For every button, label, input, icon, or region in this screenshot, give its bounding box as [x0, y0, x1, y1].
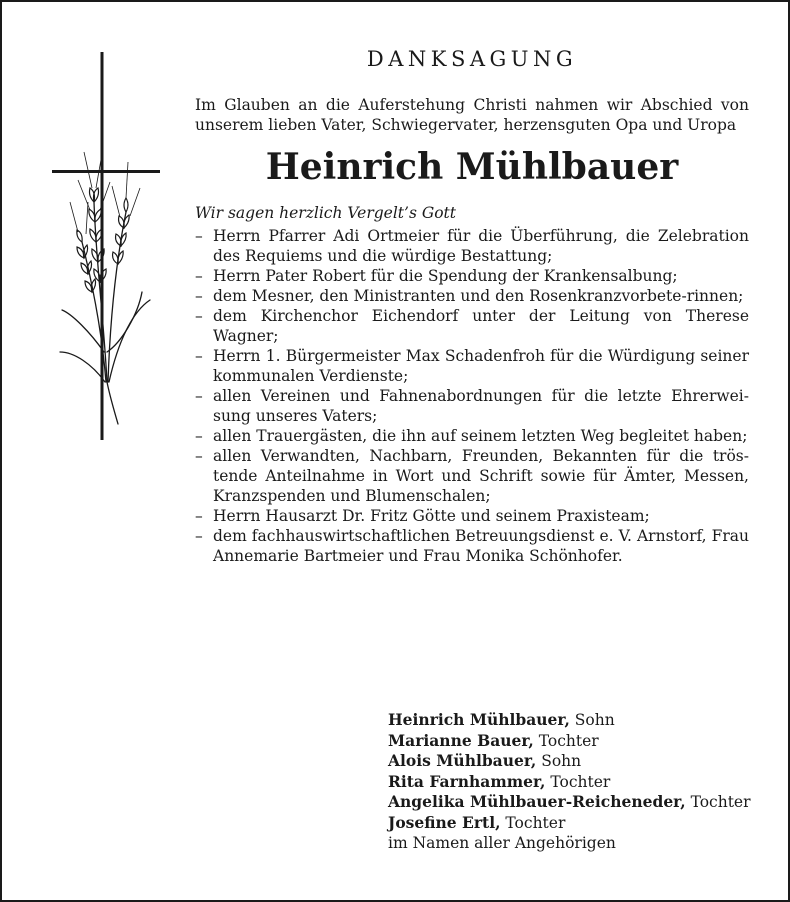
signature-line — [388, 731, 751, 752]
thanks-item: – dem Kirchenchor Eichendorf unter der Leitung von Therese Wagner; — [195, 306, 749, 346]
deceased-name: Heinrich Mühlbauer — [265, 146, 679, 188]
signer-name: Josefine Ertl, — [388, 812, 501, 832]
signature-line — [388, 792, 751, 813]
thanks-item: – Herrn Pater Robert für die Spendung der Krankensalbung; — [195, 266, 749, 286]
notice-content — [195, 46, 749, 566]
thanks-list — [195, 226, 749, 566]
signer-relation: Sohn — [574, 711, 615, 729]
signer-name: Angelika Mühlbauer-Reicheneder, — [388, 792, 686, 811]
signer-relation: Sohn — [541, 752, 582, 770]
signature-line — [388, 813, 751, 834]
intro-text: Im Glauben an die Auferstehung Christi nahmen wir Abschied von unserem lieben Vater, Schwiegervater, herzensguten Opa und Uropa — [195, 96, 749, 134]
signer-name: Rita Farnhammer, — [388, 771, 546, 791]
notice-heading: DANKSAGUNG — [366, 47, 578, 71]
signer-name: Heinrich Mühlbauer, — [388, 710, 570, 729]
thanks-intro: Wir sagen herzlich Vergelt’s Gott — [195, 204, 457, 222]
cross-with-wheat-icon — [52, 52, 172, 442]
signer-name: Alois Mühlbauer, — [388, 751, 537, 770]
thanks-item: – allen Vereinen und Fahnenabordnungen für die letzte Ehrerwei-sung unseres Vaters; — [195, 386, 749, 426]
signer-relation: Tochter — [690, 793, 751, 811]
signer-name: Marianne Bauer, — [388, 730, 534, 750]
signer-relation: Tochter — [538, 731, 599, 750]
thanks-item: – Herrn 1. Bürgermeister Max Schadenfroh für die Würdigung seiner kommunalen Verdienste; — [195, 346, 749, 386]
thanks-item: – allen Verwandten, Nachbarn, Freunden, Bekannten für die trös-tende Anteilnahme in Wort und Schrift sowie für Ämter, Messen, Kranzspenden und Blumenschalen; — [195, 446, 749, 506]
signature-block — [388, 710, 751, 854]
thanks-item: – dem Mesner, den Ministranten und den Rosenkranzvorbete-rinnen; — [195, 286, 749, 306]
signer-relation: Tochter — [505, 813, 566, 832]
thanks-item: – dem fachhauswirtschaftlichen Betreuungsdienst e. V. Arnstorf, Frau Annemarie Bartmeier und Frau Monika Schönhofer. — [195, 526, 749, 566]
signature-line — [388, 710, 751, 731]
signature-line — [388, 772, 751, 793]
thanks-item: – Herrn Pfarrer Adi Ortmeier für die Überführung, die Zelebration des Requiems und die würdige Bestattung; — [195, 226, 749, 266]
closing-line: im Namen aller Angehörigen — [388, 834, 616, 852]
thanks-item: – Herrn Hausarzt Dr. Fritz Götte und seinem Praxisteam; — [195, 506, 749, 526]
signature-line — [388, 751, 751, 772]
thanks-item: – allen Trauergästen, die ihn auf seinem letzten Weg begleitet haben; — [195, 426, 749, 446]
signer-relation: Tochter — [550, 772, 611, 791]
